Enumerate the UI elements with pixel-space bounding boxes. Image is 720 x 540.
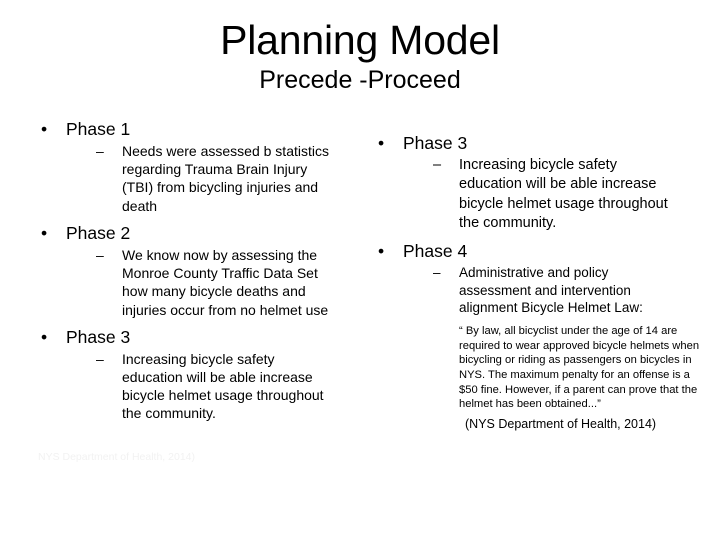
phase-label: Phase 3 <box>66 326 131 347</box>
sub-bullet-list <box>403 264 671 317</box>
phase-label: Phase 2 <box>66 222 131 243</box>
list-item-sub <box>66 350 334 423</box>
phase-label: Phase 4 <box>403 241 468 262</box>
sub-bullet-text: Increasing bicycle safety education will be able increase bicycle helmet usage throughout the community. <box>459 157 668 231</box>
source-citation: (NYS Department of Health, 2014) <box>465 416 657 431</box>
sub-bullet-list <box>66 142 334 215</box>
phase-label: Phase 3 <box>403 133 468 153</box>
bullet-dash-icon: – <box>433 157 442 174</box>
list-item-sub <box>66 142 334 215</box>
left-column <box>34 118 334 430</box>
left-bullet-list <box>34 118 334 423</box>
bullet-dot-icon: • <box>41 119 48 139</box>
law-quote-text: “ By law, all bicyclist under the age of 14 are required to wear approved bicycle helmets when bicycling or riding as passengers on bicycles in NYS. The maximum penalty for an offense is a $50 fine. However, if a parent can prove that the helmet has been obtained...” <box>459 324 700 411</box>
list-item-phase-3 <box>34 326 334 423</box>
list-item-sub <box>403 264 671 317</box>
bullet-dot-icon: • <box>41 326 48 347</box>
sub-bullet-list <box>403 156 671 233</box>
list-item-sub <box>403 156 671 233</box>
page-title: Planning Model <box>220 17 500 63</box>
list-item-phase-1 <box>34 118 334 215</box>
right-bullet-list <box>371 132 700 432</box>
list-item-phase-2 <box>34 222 334 319</box>
bullet-dot-icon: • <box>378 133 385 153</box>
phase-label: Phase 1 <box>66 119 131 139</box>
sub-bullet-list <box>66 246 334 319</box>
sub-bullet-text: We know now by assessing the Monroe County Traffic Data Set how many bicycle deaths and injuries occur from no helmet use <box>122 246 329 318</box>
list-item-phase-3 <box>371 132 671 233</box>
list-item-phase-4 <box>371 240 700 432</box>
content-columns <box>0 118 720 528</box>
bullet-dash-icon: – <box>96 246 104 263</box>
bullet-dash-icon: – <box>96 350 104 367</box>
sub-bullet-text: Increasing bicycle safety education will be able increase bicycle helmet usage throughout the community. <box>122 350 324 422</box>
sub-bullet-text: Administrative and policy assessment and intervention alignment Bicycle Helmet Law: <box>459 265 643 316</box>
right-column <box>371 132 700 433</box>
page-subtitle: Precede -Proceed <box>259 66 461 95</box>
bullet-dash-icon: – <box>433 265 441 281</box>
title-block <box>0 18 720 95</box>
sub-bullet-list <box>66 350 334 423</box>
bullet-dot-icon: • <box>41 222 48 243</box>
sub-bullet-text: Needs were assessed b statistics regarding Trauma Brain Injury (TBI) from bicycling injuries and death <box>122 143 329 214</box>
list-item-sub <box>66 246 334 319</box>
bullet-dot-icon: • <box>378 241 385 262</box>
bullet-dash-icon: – <box>96 143 104 160</box>
faded-citation-text: NYS Department of Health, 2014) <box>38 451 195 463</box>
